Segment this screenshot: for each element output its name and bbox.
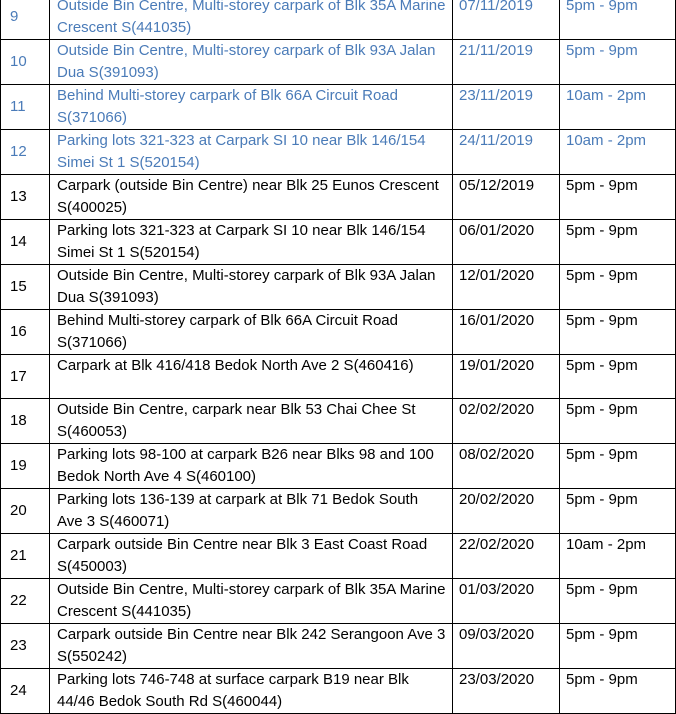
row-time: 5pm - 9pm: [560, 310, 676, 355]
row-number: 14: [1, 220, 50, 265]
table-row: [1, 355, 676, 399]
row-date: 16/01/2020: [453, 310, 560, 355]
row-date: 05/12/2019: [453, 175, 560, 220]
row-number: 10: [1, 40, 50, 85]
row-date: 21/11/2019: [453, 40, 560, 85]
table-row: [1, 624, 676, 669]
row-location: Carpark outside Bin Centre near Blk 3 East Coast Road S(450003): [50, 534, 453, 579]
row-time: 5pm - 9pm: [560, 444, 676, 489]
row-number: 18: [1, 399, 50, 444]
table-row: [1, 40, 676, 85]
row-date: 22/02/2020: [453, 534, 560, 579]
row-location: Carpark at Blk 416/418 Bedok North Ave 2 S(460416): [50, 355, 453, 399]
table-row: [1, 669, 676, 714]
table-row: [1, 444, 676, 489]
row-date: 01/03/2020: [453, 579, 560, 624]
row-number: 23: [1, 624, 50, 669]
row-time: 5pm - 9pm: [560, 220, 676, 265]
table-row: [1, 265, 676, 310]
row-location: Parking lots 98-100 at carpark B26 near Blks 98 and 100 Bedok North Ave 4 S(460100): [50, 444, 453, 489]
row-location: Parking lots 136-139 at carpark at Blk 71 Bedok South Ave 3 S(460071): [50, 489, 453, 534]
row-number: 21: [1, 534, 50, 579]
table-row: [1, 220, 676, 265]
row-number: 17: [1, 355, 50, 399]
row-time: 5pm - 9pm: [560, 669, 676, 714]
row-number: 11: [1, 85, 50, 130]
row-date: 20/02/2020: [453, 489, 560, 534]
row-date: 02/02/2020: [453, 399, 560, 444]
table-row: [1, 310, 676, 355]
row-time: 5pm - 9pm: [560, 624, 676, 669]
row-date: 23/11/2019: [453, 85, 560, 130]
row-number: 24: [1, 669, 50, 714]
row-date: 23/03/2020: [453, 669, 560, 714]
row-location: Outside Bin Centre, carpark near Blk 53 Chai Chee St S(460053): [50, 399, 453, 444]
row-time: 5pm - 9pm: [560, 399, 676, 444]
row-location: Parking lots 321-323 at Carpark SI 10 near Blk 146/154 Simei St 1 S(520154): [50, 130, 453, 175]
row-number: 20: [1, 489, 50, 534]
row-time: 5pm - 9pm: [560, 265, 676, 310]
row-date: 06/01/2020: [453, 220, 560, 265]
row-location: Outside Bin Centre, Multi-storey carpark of Blk 35A Marine Crescent S(441035): [50, 0, 453, 40]
table-row: [1, 534, 676, 579]
row-location: Parking lots 746-748 at surface carpark B19 near Blk 44/46 Bedok South Rd S(460044): [50, 669, 453, 714]
row-number: 12: [1, 130, 50, 175]
row-location: Behind Multi-storey carpark of Blk 66A Circuit Road S(371066): [50, 310, 453, 355]
row-number: 13: [1, 175, 50, 220]
row-time: 5pm - 9pm: [560, 40, 676, 85]
row-time: 5pm - 9pm: [560, 579, 676, 624]
table-row: [1, 0, 676, 40]
row-number: 15: [1, 265, 50, 310]
row-date: 19/01/2020: [453, 355, 560, 399]
row-date: 08/02/2020: [453, 444, 560, 489]
row-date: 12/01/2020: [453, 265, 560, 310]
row-time: 10am - 2pm: [560, 85, 676, 130]
row-location: Behind Multi-storey carpark of Blk 66A Circuit Road S(371066): [50, 85, 453, 130]
schedule-body: [1, 0, 676, 714]
row-time: 5pm - 9pm: [560, 175, 676, 220]
row-time: 5pm - 9pm: [560, 0, 676, 40]
row-location: Outside Bin Centre, Multi-storey carpark of Blk 93A Jalan Dua S(391093): [50, 265, 453, 310]
row-date: 07/11/2019: [453, 0, 560, 40]
row-time: 5pm - 9pm: [560, 489, 676, 534]
row-location: Carpark outside Bin Centre near Blk 242 Serangoon Ave 3 S(550242): [50, 624, 453, 669]
row-location: Carpark (outside Bin Centre) near Blk 25 Eunos Crescent S(400025): [50, 175, 453, 220]
row-date: 09/03/2020: [453, 624, 560, 669]
row-number: 19: [1, 444, 50, 489]
row-time: 10am - 2pm: [560, 130, 676, 175]
row-location: Outside Bin Centre, Multi-storey carpark of Blk 93A Jalan Dua S(391093): [50, 40, 453, 85]
row-number: 16: [1, 310, 50, 355]
row-time: 5pm - 9pm: [560, 355, 676, 399]
row-time: 10am - 2pm: [560, 534, 676, 579]
row-number: 9: [1, 0, 50, 40]
row-location: Parking lots 321-323 at Carpark SI 10 near Blk 146/154 Simei St 1 S(520154): [50, 220, 453, 265]
table-row: [1, 85, 676, 130]
row-date: 24/11/2019: [453, 130, 560, 175]
table-row: [1, 489, 676, 534]
row-number: 22: [1, 579, 50, 624]
table-row: [1, 130, 676, 175]
table-row: [1, 579, 676, 624]
row-location: Outside Bin Centre, Multi-storey carpark of Blk 35A Marine Crescent S(441035): [50, 579, 453, 624]
table-row: [1, 399, 676, 444]
table-row: [1, 175, 676, 220]
